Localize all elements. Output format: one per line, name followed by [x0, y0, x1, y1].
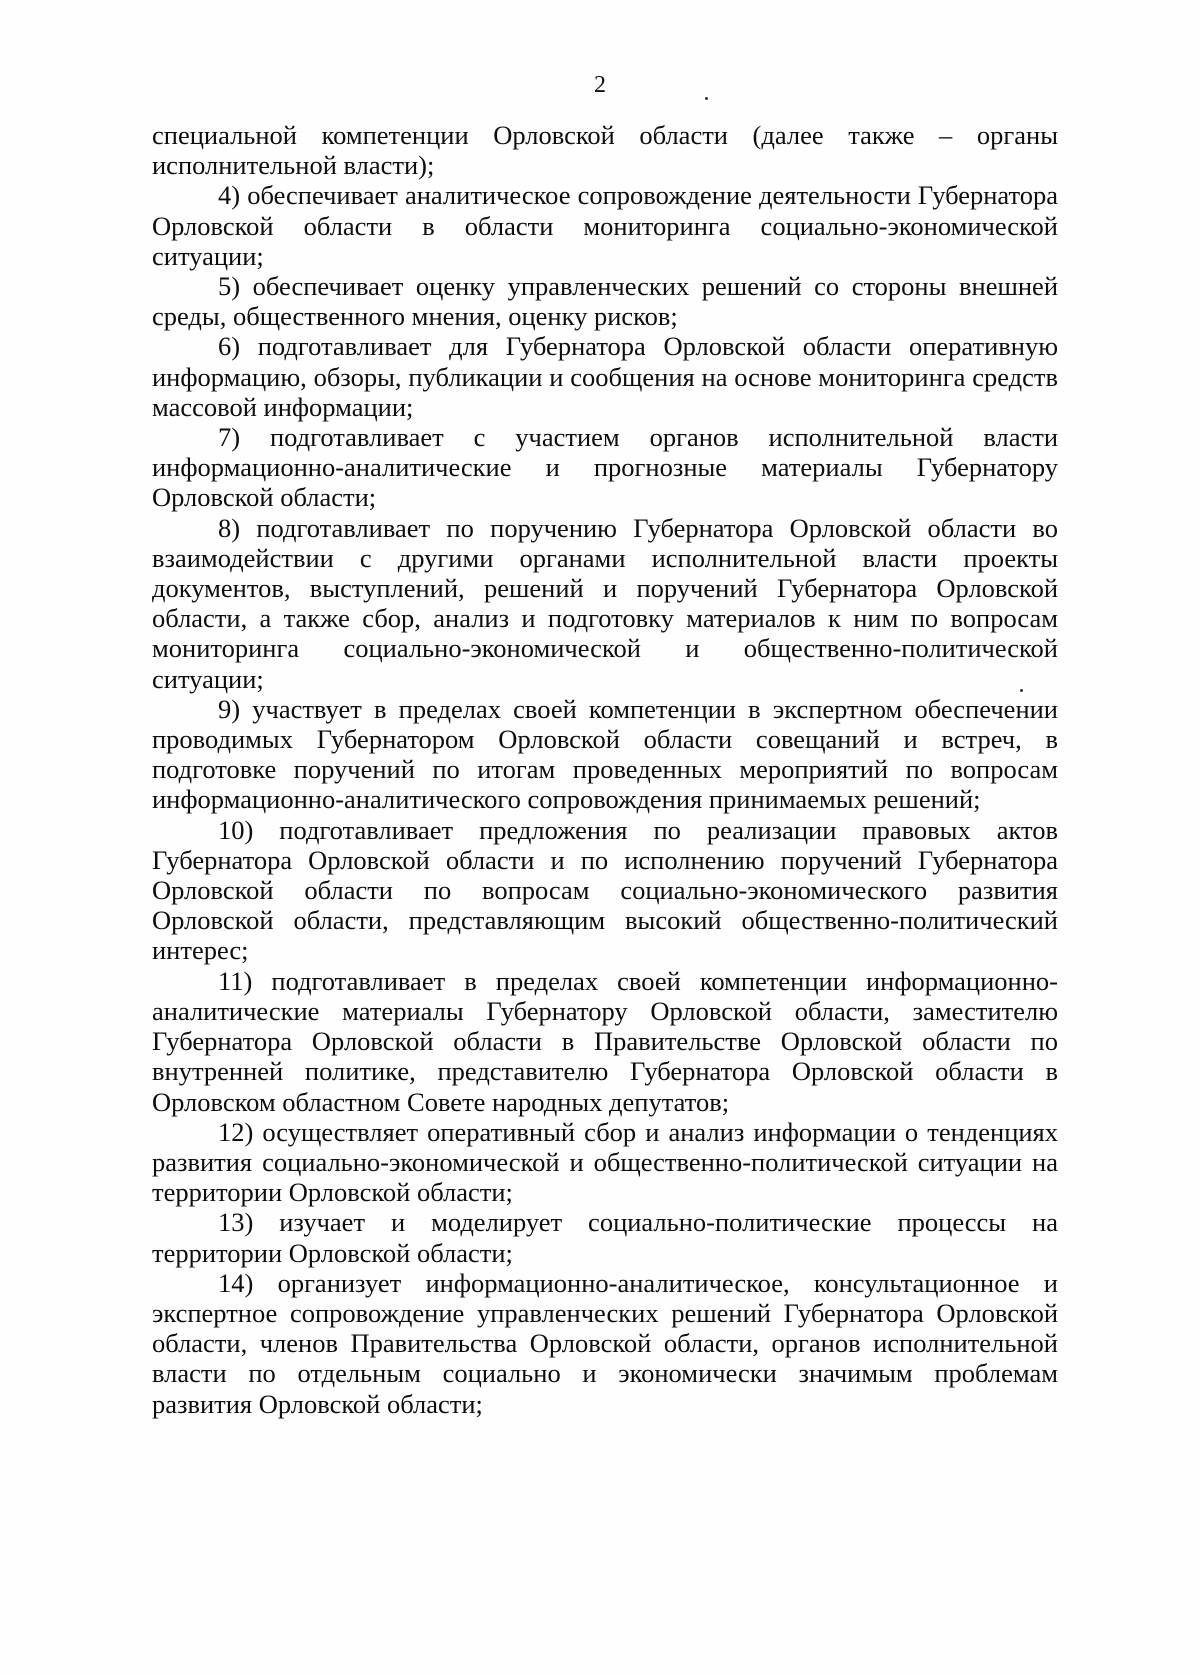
list-item-6: 6) подготавливает для Губернатора Орловской области оперативную информацию, обзоры, публикации и сообщения на основе мониторинга средств массовой информации;	[152, 331, 1058, 422]
list-item-9: 9) участвует в пределах своей компетенции в экспертном обеспечении проводимых Губернатором Орловской области совещаний и встреч, в подготовке поручений по итогам проведенных мероприятий по вопросам информационно-аналитического сопровождения принимаемых решений;	[152, 693, 1058, 815]
list-item-12: 12) осуществляет оперативный сбор и анализ информации о тенденциях развития социально-экономической и общественно-политической ситуации на территории Орловской области;	[152, 1116, 1058, 1208]
list-item-8: 8) подготавливает по поручению Губернатора Орловской области во взаимодействии с другими органами исполнительной власти проекты документов, выступлений, решений и поручений Губернатора Орловской области, а также сбор, анализ и подготовку материалов к ним по вопросам мониторинга социально-экономической и общественно-политической ситуации;	[152, 512, 1058, 694]
list-item-10: 10) подготавливает предложения по реализации правовых актов Губернатора Орловской области и по исполнению поручений Губернатора Орловской области по вопросам социально-экономического развития Орловской области, представляющим высокий общественно-политический интерес;	[152, 814, 1058, 966]
scan-speck	[705, 97, 708, 100]
document-body	[152, 120, 1058, 1419]
list-item-5: 5) обеспечивает оценку управленческих решений со стороны внешней среды, общественного мнения, оценку рисков;	[152, 271, 1058, 332]
list-item-7: 7) подготавливает с участием органов исполнительной власти информационно-аналитические и прогнозные материалы Губернатору Орловской области;	[152, 422, 1058, 513]
paragraph-continuation: специальной компетенции Орловской области (далее также – органы исполнительной власти);	[152, 120, 1058, 181]
scan-speck	[1020, 689, 1023, 692]
list-item-13: 13) изучает и моделирует социально-политические процессы на территории Орловской области;	[152, 1207, 1058, 1268]
page-number: 2	[594, 72, 606, 98]
list-item-11: 11) подготавливает в пределах своей компетенции информационно-аналитические материалы Губернатору Орловской области, заместителю Губернатора Орловской области в Правительстве Орловской области по внутренней политике, представителю Губернатора Орловской области в Орловском областном Совете народных депутатов;	[152, 965, 1058, 1117]
list-item-14: 14) организует информационно-аналитическое, консультационное и экспертное сопровождение управленческих решений Губернатора Орловской области, членов Правительства Орловской области, органов исполнительной власти по отдельным социально и экономически значимым проблемам развития Орловской области;	[152, 1267, 1058, 1419]
list-item-4: 4) обеспечивает аналитическое сопровождение деятельности Губернатора Орловской области в области мониторинга социально-экономической ситуации;	[152, 180, 1058, 271]
